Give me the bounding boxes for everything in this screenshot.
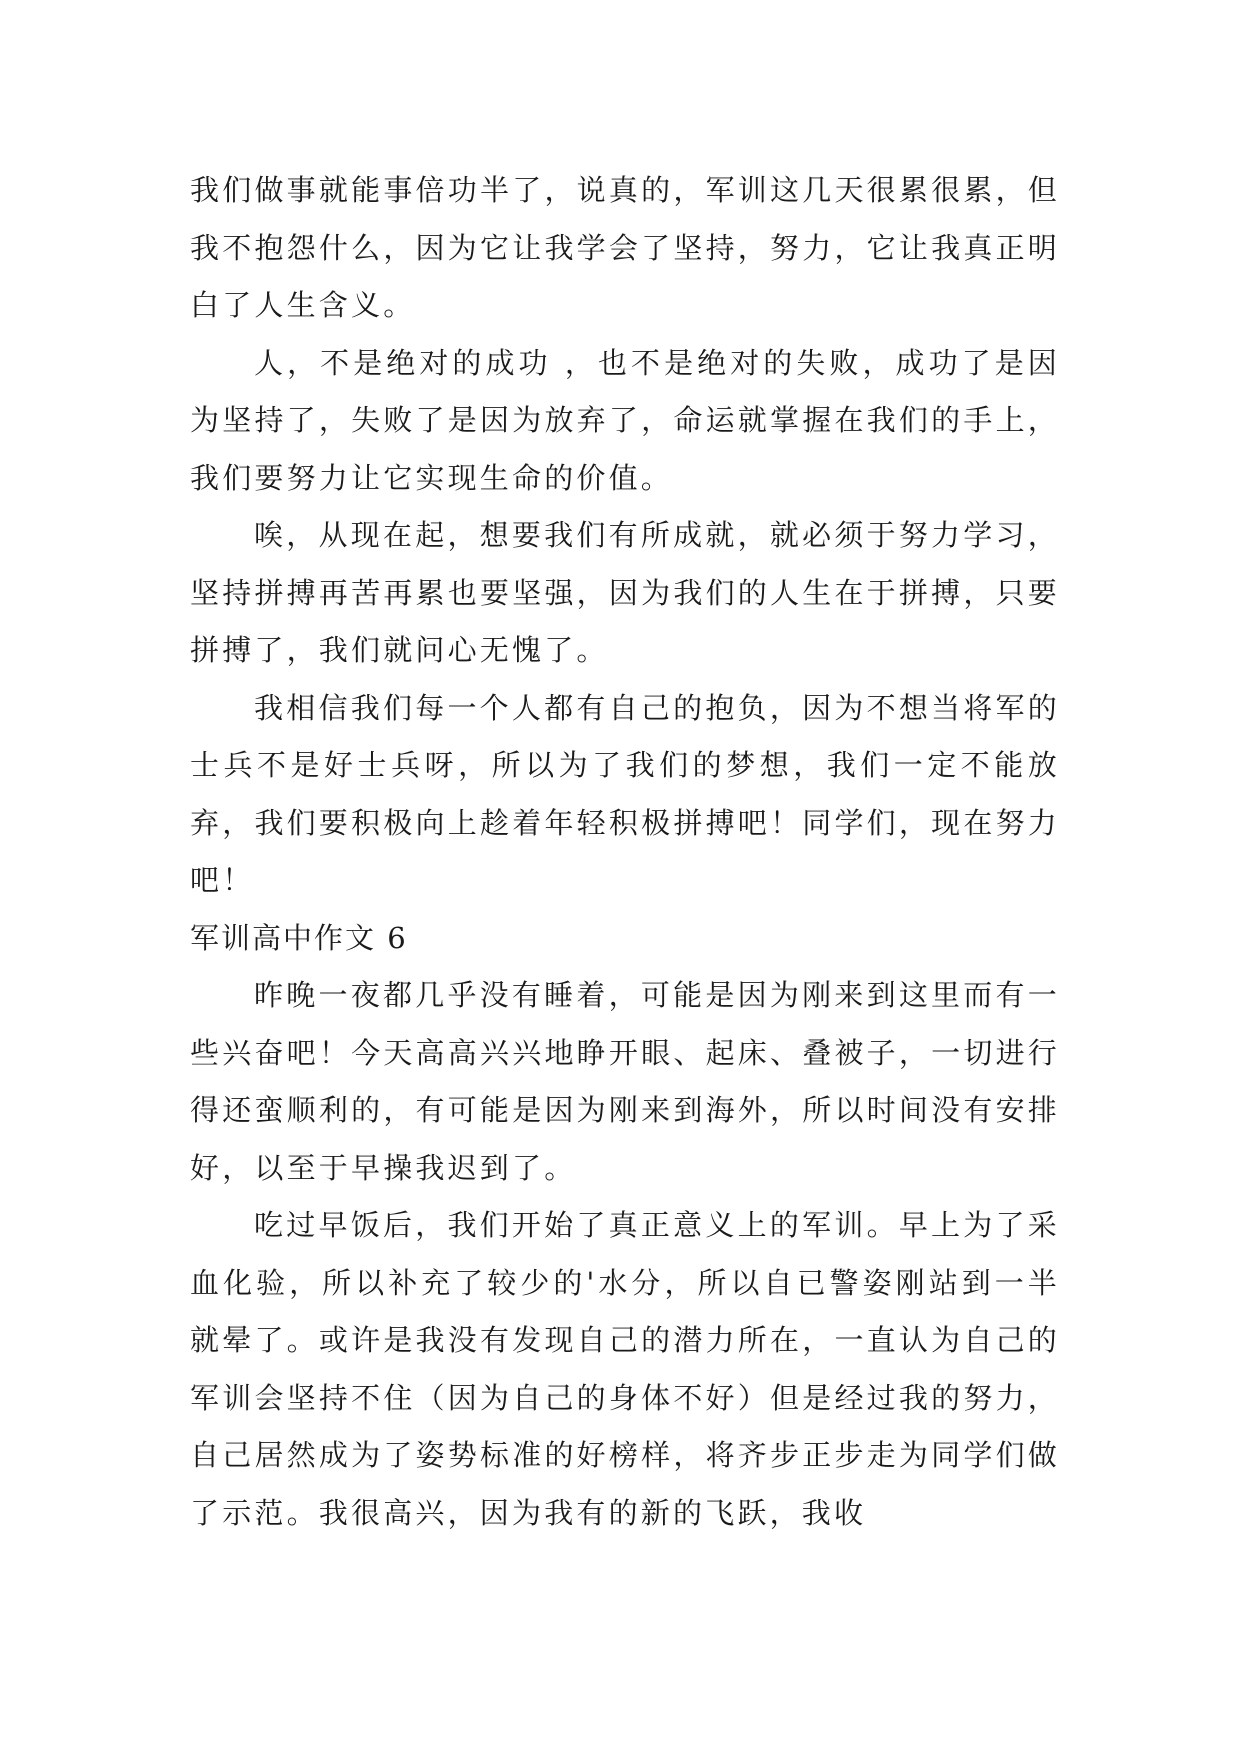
paragraph-5: 昨晚一夜都几乎没有睡着，可能是因为刚来到这里而有一些兴奋吧！今天高高兴兴地睁开眼、起床、叠被子，一切进行得还蛮顺利的，有可能是因为刚来到海外，所以时间没有安排好，以至于早操我迟到了。 bbox=[190, 978, 1060, 1185]
section-title: 军训高中作文 6 bbox=[190, 920, 408, 955]
paragraph-6: 吃过早饭后，我们开始了真正意义上的军训。早上为了采血化验，所以补充了较少的'水分，所以自已警姿刚站到一半就晕了。或许是我没有发现自己的潜力所在，一直认为自己的军训会坚持不住（因为自己的身体不好）但是经过我的努力，自己居然成为了姿势标准的好榜样，将齐步正步走为同学们做了示范。我很高兴，因为我有的新的飞跃，我收 bbox=[190, 1208, 1060, 1530]
paragraph-2: 人，不是绝对的成功 ，也不是绝对的失败，成功了是因为坚持了，失败了是因为放弃了，命运就掌握在我们的手上，我们要努力让它实现生命的价值。 bbox=[190, 345, 1060, 495]
paragraph-3: 唉，从现在起，想要我们有所成就，就必须于努力学习，坚持拼搏再苦再累也要坚强，因为我们的人生在于拼搏，只要拼搏了，我们就问心无愧了。 bbox=[190, 518, 1060, 667]
paragraph-4: 我相信我们每一个人都有自己的抱负，因为不想当将军的士兵不是好士兵呀，所以为了我们的梦想，我们一定不能放弃，我们要积极向上趁着年轻积极拼搏吧！同学们，现在努力吧！ bbox=[190, 690, 1060, 897]
document-body bbox=[190, 162, 1060, 1542]
paragraph-1: 我们做事就能事倍功半了，说真的，军训这几天很累很累，但我不抱怨什么，因为它让我学会了坚持，努力，它让我真正明白了人生含义。 bbox=[190, 173, 1060, 322]
